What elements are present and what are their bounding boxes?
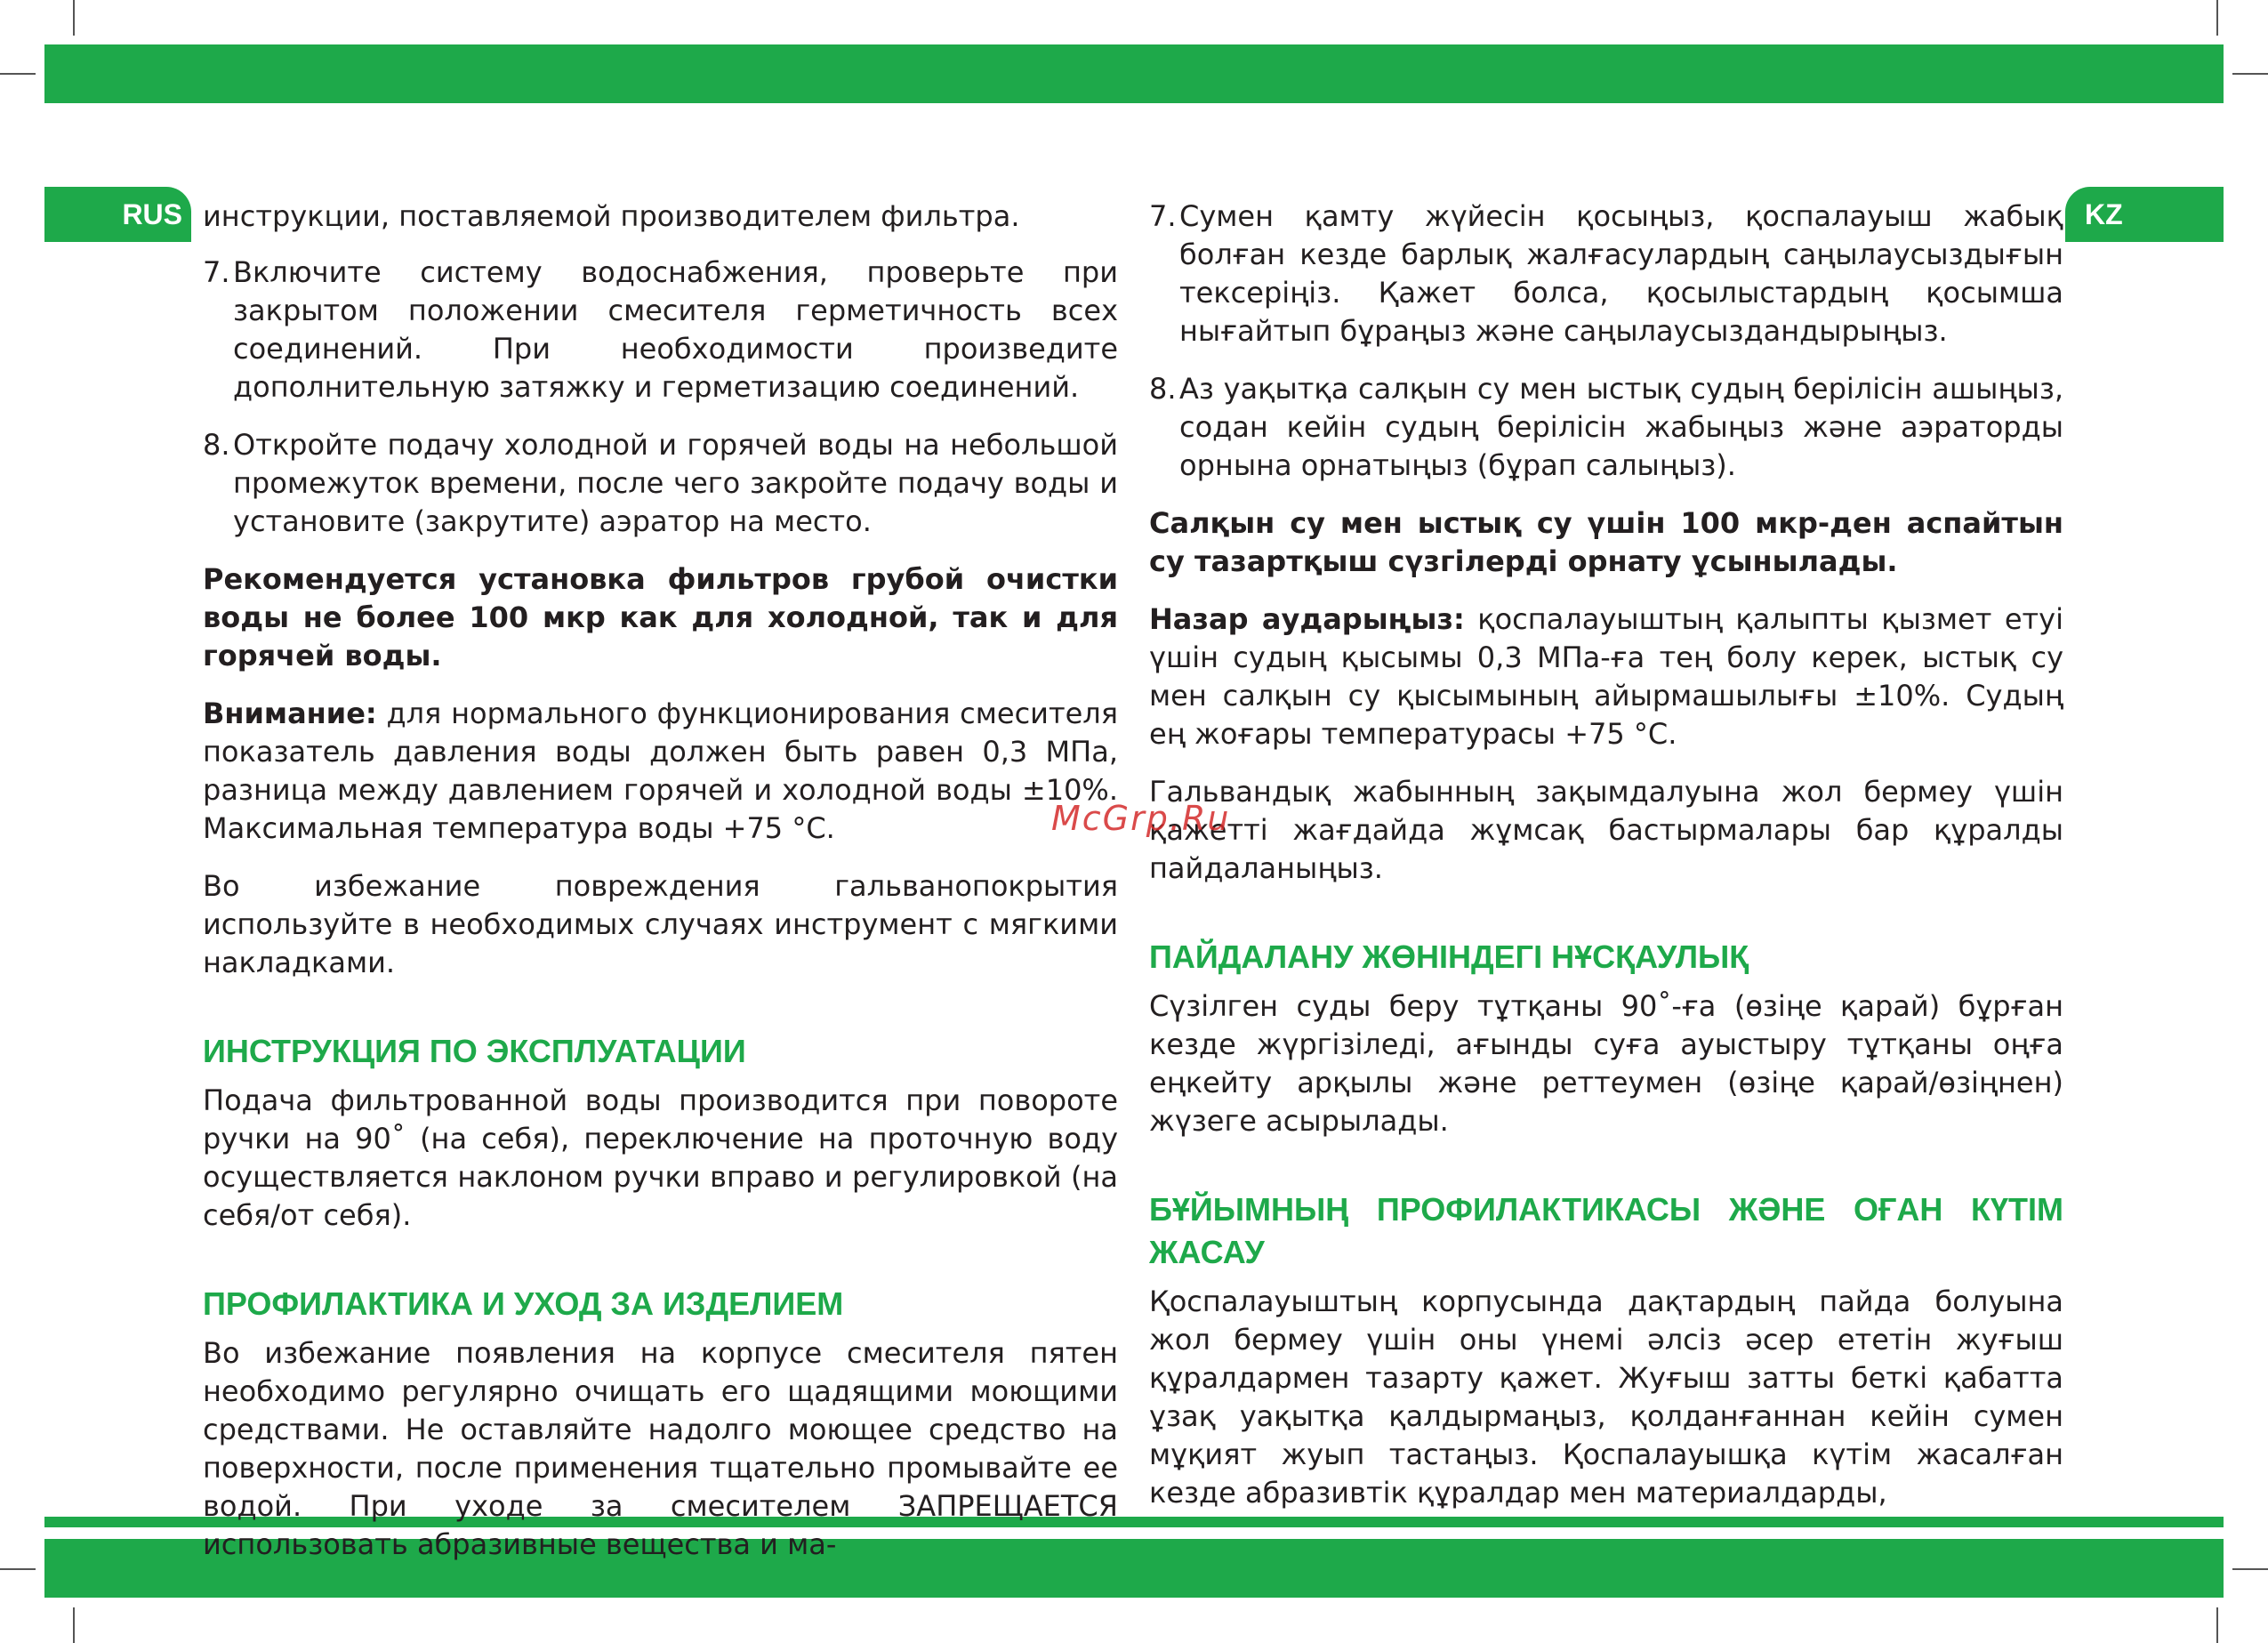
crop-mark — [2216, 0, 2218, 36]
language-tab-kz: KZ — [2065, 187, 2224, 242]
list-text: Аз уақытқа салқын су мен ыстық судың берілісін ашыңыз, содан кейін судың берілісін жабыңыз және аэраторды орнына орнатыңыз (бұрап салыңыз). — [1179, 372, 2063, 482]
filter-recommendation: Салқын су мен ыстық су үшін 100 мкр-ден аспайтын су тазартқыш сүзгілерді орнату ұсынылады. — [1149, 506, 2063, 578]
list-number: 8. — [203, 428, 230, 462]
list-item-7 — [203, 254, 1118, 407]
galvanic-note: Во избежание повреждения гальванопокрытия используйте в необходимых случаях инструмент с мягкими накладками. — [203, 869, 1118, 979]
list-item-8 — [203, 426, 1118, 541]
crop-mark — [73, 0, 75, 36]
list-number: 7. — [203, 255, 230, 289]
attention-paragraph — [203, 695, 1118, 848]
operation-text: Подача фильтрованной воды производится при повороте ручки на 90˚ (на себя), переключение на проточную воду осуществляется наклоном ручки вправо и регулировкой (на себя/от себя). — [203, 1083, 1118, 1232]
language-tab-rus: RUS — [44, 187, 191, 242]
heading-care: БҰЙЫМНЫҢ ПРОФИЛАКТИКАСЫ ЖӘНЕ ОҒАН КҮТІМ ЖАСАУ — [1149, 1191, 2063, 1270]
galvanic-note: Гальвандық жабынның зақымдалуына жол бермеу үшін қажетті жағдайда жұмсақ бастырмалары бар құралды пайдаланыңыз. — [1149, 775, 2063, 885]
kazakh-column — [1149, 197, 2063, 1532]
crop-mark — [0, 1568, 36, 1570]
heading-care: ПРОФИЛАКТИКА И УХОД ЗА ИЗДЕЛИЕМ — [203, 1285, 844, 1322]
list-item-7 — [1149, 197, 2063, 350]
heading-operation: ПАЙДАЛАНУ ЖӨНІНДЕГІ НҰСҚАУЛЫҚ — [1149, 938, 1749, 975]
list-number: 7. — [1149, 199, 1177, 233]
watermark: McGrp.Ru — [1051, 799, 1231, 838]
list-text: Откройте подачу холодной и горячей воды на небольшой промежуток времени, после чего закройте подачу воды и установите (закрутите) аэратор на место. — [233, 428, 1118, 538]
attention-label: Назар аударыңыз: — [1149, 602, 1465, 636]
attention-paragraph — [1149, 600, 2063, 753]
crop-mark — [0, 73, 36, 75]
list-number: 8. — [1149, 372, 1177, 406]
operation-text: Сүзілген суды беру тұтқаны 90˚-ға (өзіңе қарай) бұрған кезде жүргізіледі, ағынды суға ауыстыру тұтқаны оңға еңкейту арқылы және реттеумен (өзіңе қарай/өзіңнен) жүзеге асырылады. — [1149, 989, 2063, 1138]
crop-mark — [2232, 73, 2268, 75]
top-green-bar — [44, 44, 2224, 103]
list-text: Включите систему водоснабжения, проверьте при закрытом положении смесителя герметичность всех соединений. При необходимости произведите дополнительную затяжку и герметизацию соединений. — [233, 255, 1118, 404]
continued-text: инструкции, поставляемой производителем фильтра. — [203, 199, 1020, 233]
care-text: Қоспалауыштың корпусында дақтардың пайда болуына жол бермеу үшін оны үнемі әлсіз әсер ететін жуғыш құралдармен тазарту қажет. Жуғыш затты беткі қабатта ұзақ уақытқа қалдырмаңыз, қолданғаннан кейін сумен мұқият жуып тастаңыз. Қоспалауышқа күтім жасалған кезде абразивтік құралдар мен материалдарды, — [1149, 1285, 2063, 1510]
crop-mark — [2232, 1568, 2268, 1570]
attention-text: для нормального функционирования смесителя показатель давления воды должен быть равен 0,3 МПа, разница между давлением горячей и холодной воды ±10%. Максимальная температура воды +75 °C. — [203, 697, 1118, 845]
russian-column — [203, 197, 1118, 1583]
heading-operation: ИНСТРУКЦИЯ ПО ЭКСПЛУАТАЦИИ — [203, 1033, 746, 1069]
crop-mark — [2216, 1607, 2218, 1643]
list-text: Сумен қамту жүйесін қосыңыз, қоспалауыш жабық болған кезде барлық жалғасулардың саңылаусыздығын тексеріңіз. Қажет болса, қосылыстардың қосымша нығайтып бұраңыз және саңылаусыздандырыңыз. — [1179, 199, 2063, 348]
care-text: Во избежание появления на корпусе смесителя пятен необходимо регулярно очищать его щадящими моющими средствами. Не оставляйте надолго моющее средство на поверхности, после применения тщательно промывайте ее водой. При уходе за смесителем ЗАПРЕЩАЕТСЯ использовать абразивные вещества и ма- — [203, 1336, 1118, 1561]
attention-label: Внимание: — [203, 697, 377, 730]
attention-text: қоспалауыштың қалыпты қызмет етуі үшін судың қысымы 0,3 МПа-ға тең болу керек, ыстық су мен салқын су қысымының айырмашылығы ±10%. Судың ең жоғары температурасы +75 °C. — [1149, 602, 2064, 751]
crop-mark — [73, 1607, 75, 1643]
list-item-8 — [1149, 370, 2063, 485]
filter-recommendation: Рекомендуется установка фильтров грубой очистки воды не более 100 мкр как для холодной, так и для горячей воды. — [203, 562, 1118, 673]
